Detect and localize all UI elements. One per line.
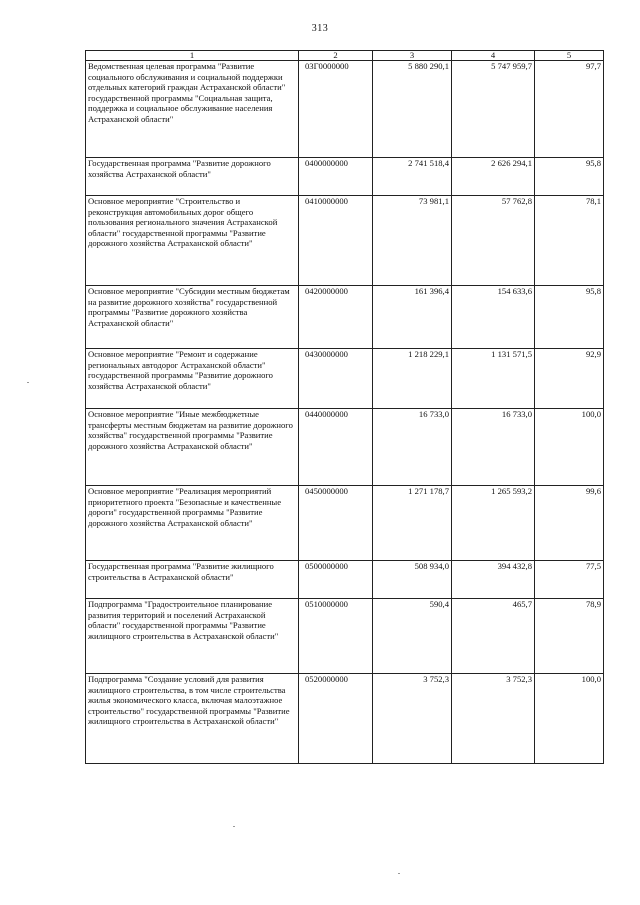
row-code: 0450000000	[299, 486, 373, 561]
row-code: 0400000000	[299, 158, 373, 196]
row-name: Подпрограмма "Создание условий для развития жилищного строительства, в том числе строительства жилья экономического класса, включая малоэтажное строительство" государственной программы "Развитие жилищного строительства в Астраханской области"	[86, 674, 299, 764]
row-plan: 590,4	[373, 599, 452, 674]
row-fact: 57 762,8	[452, 196, 535, 286]
row-code: 0500000000	[299, 561, 373, 599]
row-name: Государственная программа "Развитие жилищного строительства в Астраханской области"	[86, 561, 299, 599]
row-percent: 77,5	[535, 561, 604, 599]
header-cell: 1	[86, 51, 299, 61]
row-percent: 100,0	[535, 674, 604, 764]
scan-speck	[233, 826, 235, 827]
row-fact: 3 752,3	[452, 674, 535, 764]
row-fact: 394 432,8	[452, 561, 535, 599]
table-row	[86, 486, 604, 561]
row-plan: 1 218 229,1	[373, 349, 452, 409]
row-percent: 78,1	[535, 196, 604, 286]
row-code: 0420000000	[299, 286, 373, 349]
row-fact: 1 265 593,2	[452, 486, 535, 561]
row-name: Ведомственная целевая программа "Развитие социального обслуживания и социальной поддержки отдельных категорий граждан Астраханской области" государственной программы "Социальная защита, поддержка и социальное обслуживание населения Астраханской области"	[86, 61, 299, 158]
row-code: 0520000000	[299, 674, 373, 764]
row-code: 0410000000	[299, 196, 373, 286]
row-fact: 465,7	[452, 599, 535, 674]
table-row	[86, 349, 604, 409]
row-code: 03Г0000000	[299, 61, 373, 158]
header-cell: 2	[299, 51, 373, 61]
row-percent: 99,6	[535, 486, 604, 561]
header-cell: 3	[373, 51, 452, 61]
row-plan: 1 271 178,7	[373, 486, 452, 561]
row-name: Государственная программа "Развитие дорожного хозяйства Астраханской области"	[86, 158, 299, 196]
row-name: Основное мероприятие "Строительство и реконструкция автомобильных дорог общего пользования регионального значения Астраханской области" государственной программы "Развитие дорожного хозяйства Астраханской области"	[86, 196, 299, 286]
row-name: Подпрограмма "Градостроительное планирование развития территорий и поселений Астраханской области" государственной программы "Развитие жилищного строительства в Астраханской области"	[86, 599, 299, 674]
header-cell: 4	[452, 51, 535, 61]
row-percent: 97,7	[535, 61, 604, 158]
row-plan: 508 934,0	[373, 561, 452, 599]
row-fact: 5 747 959,7	[452, 61, 535, 158]
table-row	[86, 286, 604, 349]
row-plan: 3 752,3	[373, 674, 452, 764]
row-percent: 95,8	[535, 158, 604, 196]
row-fact: 2 626 294,1	[452, 158, 535, 196]
row-plan: 73 981,1	[373, 196, 452, 286]
scan-speck	[398, 873, 400, 874]
row-fact: 154 633,6	[452, 286, 535, 349]
table-header-row	[86, 51, 604, 61]
row-plan: 2 741 518,4	[373, 158, 452, 196]
row-name: Основное мероприятие "Реализация мероприятий приоритетного проекта "Безопасные и качественные дороги" государственной программы "Развитие дорожного хозяйства Астраханской области"	[86, 486, 299, 561]
row-code: 0510000000	[299, 599, 373, 674]
row-plan: 161 396,4	[373, 286, 452, 349]
row-code: 0440000000	[299, 409, 373, 486]
table-row	[86, 409, 604, 486]
row-percent: 100,0	[535, 409, 604, 486]
table-row	[86, 599, 604, 674]
scan-speck	[27, 382, 29, 383]
row-percent: 92,9	[535, 349, 604, 409]
row-fact: 16 733,0	[452, 409, 535, 486]
row-name: Основное мероприятие "Субсидии местным бюджетам на развитие дорожного хозяйства" государственной программы "Развитие дорожного хозяйства Астраханской области"	[86, 286, 299, 349]
row-plan: 16 733,0	[373, 409, 452, 486]
row-percent: 78,9	[535, 599, 604, 674]
page-number: 313	[311, 23, 329, 34]
table-row	[86, 61, 604, 158]
table-row	[86, 158, 604, 196]
table-row	[86, 561, 604, 599]
row-code: 0430000000	[299, 349, 373, 409]
row-fact: 1 131 571,5	[452, 349, 535, 409]
row-name: Основное мероприятие "Иные межбюджетные трансферты местным бюджетам на развитие дорожного хозяйства" государственной программы "Развитие дорожного хозяйства Астраханской области"	[86, 409, 299, 486]
table-row	[86, 196, 604, 286]
row-percent: 95,8	[535, 286, 604, 349]
row-name: Основное мероприятие "Ремонт и содержание региональных автодорог Астраханской области" государственной программы "Развитие дорожного хозяйства Астраханской области"	[86, 349, 299, 409]
row-plan: 5 880 290,1	[373, 61, 452, 158]
budget-table	[85, 50, 604, 764]
header-cell: 5	[535, 51, 604, 61]
table-row	[86, 674, 604, 764]
